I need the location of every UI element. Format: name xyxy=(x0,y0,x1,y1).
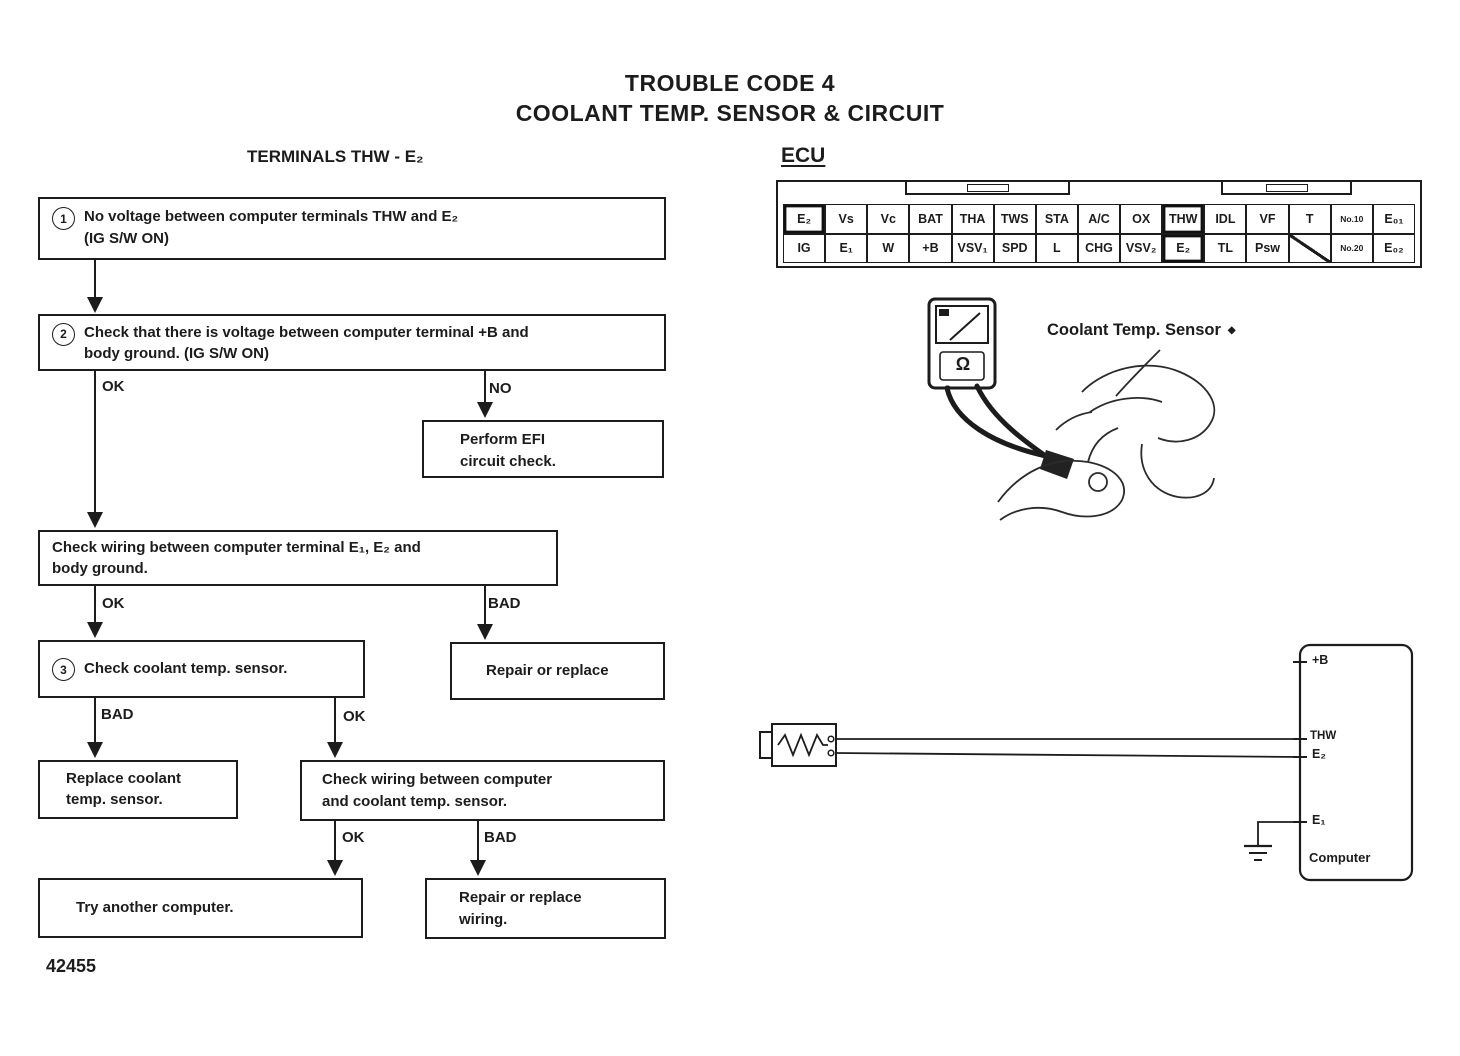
step1-number-badge: 1 xyxy=(52,207,75,230)
step2-number-badge: 2 xyxy=(52,323,75,346)
computer-terminal-thw: THW xyxy=(1310,730,1337,742)
branch-label-bad-2: BAD xyxy=(488,595,521,612)
ecu-terminal-0-4: THA xyxy=(952,204,994,234)
wiring1-line1: Check wiring between computer terminal E₁, E₂ and xyxy=(52,539,421,556)
ecu-terminal-1-11: Psw xyxy=(1246,234,1288,264)
ecu-connector-notch-1 xyxy=(967,184,1009,192)
ecu-connector-tab-2 xyxy=(1221,180,1352,195)
flowchart-header: TERMINALS THW - E₂ xyxy=(247,147,424,166)
ecu-terminal-0-7: A/C xyxy=(1078,204,1120,234)
ecu-terminal-1-2: W xyxy=(867,234,909,264)
ecu-terminal-0-12: T xyxy=(1289,204,1331,234)
branch-label-no-1: NO xyxy=(489,380,512,397)
ecu-terminal-0-11: VF xyxy=(1246,204,1288,234)
ecu-terminal-0-0: E₂ xyxy=(783,204,825,234)
wiring2-line2: and coolant temp. sensor. xyxy=(322,793,508,810)
flow-step3-box xyxy=(38,640,365,698)
computer-terminal-e1: E₁ xyxy=(1312,813,1326,827)
ecu-connector-tab-1 xyxy=(905,180,1070,195)
ecu-connector-frame xyxy=(776,180,1422,268)
step3-line1: Check coolant temp. sensor. xyxy=(84,660,288,677)
ecu-grid xyxy=(783,204,1415,263)
efi-line2: circuit check. xyxy=(460,453,556,470)
page-title-line1: TROUBLE CODE 4 xyxy=(624,70,836,96)
flow-try-computer-box xyxy=(38,878,363,938)
computer-terminal-b: +B xyxy=(1312,653,1329,667)
flow-step2-box xyxy=(38,314,666,371)
ecu-terminal-1-10: TL xyxy=(1204,234,1246,264)
step3-number-badge: 3 xyxy=(52,658,75,681)
replace-sensor-line1: Replace coolant xyxy=(66,770,182,787)
ecu-terminal-1-13: No.20 xyxy=(1331,234,1373,264)
wiring1-line2: body ground. xyxy=(52,560,148,577)
ecu-terminal-1-4: VSV₁ xyxy=(952,234,994,264)
wiring2-line1: Check wiring between computer xyxy=(322,771,553,788)
ohmmeter-illustration xyxy=(929,299,995,391)
efi-line1: Perform EFI xyxy=(460,431,546,448)
computer-box-label: Computer xyxy=(1309,850,1371,865)
computer-terminal-e2: E₂ xyxy=(1312,747,1326,761)
flow-efi-check-box xyxy=(422,420,664,478)
ecu-terminal-0-14: E₀₁ xyxy=(1373,204,1415,234)
ohm-symbol: Ω xyxy=(955,354,971,374)
ecu-terminal-1-1: E₁ xyxy=(825,234,867,264)
ecu-terminal-1-6: L xyxy=(1036,234,1078,264)
ecu-label: ECU xyxy=(781,144,826,167)
branch-label-ok-3: OK xyxy=(343,708,366,725)
branch-label-bad-4: BAD xyxy=(484,829,517,846)
ecu-terminal-0-13: No.10 xyxy=(1331,204,1373,234)
ecu-terminal-1-8: VSV₂ xyxy=(1120,234,1162,264)
page-title-line2: COOLANT TEMP. SENSOR & CIRCUIT xyxy=(515,100,945,126)
ecu-terminal-0-8: OX xyxy=(1120,204,1162,234)
flow-check-wiring-ground-box xyxy=(38,530,558,586)
branch-label-ok-2: OK xyxy=(102,595,125,612)
ecu-terminal-1-12 xyxy=(1289,234,1331,264)
replace-sensor-line2: temp. sensor. xyxy=(66,791,163,808)
ecu-terminal-1-3: +B xyxy=(909,234,951,264)
branch-label-ok-1: OK xyxy=(102,378,125,395)
circuit-diagram xyxy=(760,645,1412,880)
page-title xyxy=(0,68,1460,128)
ecu-terminal-0-10: IDL xyxy=(1204,204,1246,234)
ecu-terminal-0-5: TWS xyxy=(994,204,1036,234)
ecu-connector-notch-2 xyxy=(1266,184,1308,192)
step1-line1: No voltage between computer terminals THW and E₂ xyxy=(84,208,459,225)
ecu-terminal-1-14: E₀₂ xyxy=(1373,234,1415,264)
flow-replace-sensor-box xyxy=(38,760,238,819)
ecu-terminal-1-0: IG xyxy=(783,234,825,264)
flow-repair-replace-box xyxy=(450,642,665,700)
coolant-sensor-label xyxy=(1047,321,1236,340)
ecu-terminal-1-9: E₂ xyxy=(1162,234,1204,264)
repair-wiring-line1: Repair or replace xyxy=(459,889,582,906)
ohmmeter-leads xyxy=(947,386,1074,479)
ecu-terminal-0-6: STA xyxy=(1036,204,1078,234)
flow-step1-box xyxy=(38,197,666,260)
repair-wiring-line2: wiring. xyxy=(459,911,508,928)
step2-line2: body ground. (IG S/W ON) xyxy=(84,345,269,362)
ecu-terminal-0-3: BAT xyxy=(909,204,951,234)
repair1-line1: Repair or replace xyxy=(486,662,609,679)
diamond-marker-icon: ◆ xyxy=(1227,325,1236,336)
try-computer-line1: Try another computer. xyxy=(76,899,234,916)
flow-check-wiring-sensor-box xyxy=(300,760,665,821)
ecu-terminal-0-9: THW xyxy=(1162,204,1204,234)
step2-line1: Check that there is voltage between computer terminal +B and xyxy=(84,324,529,341)
ecu-terminal-0-1: Vs xyxy=(825,204,867,234)
branch-label-ok-4: OK xyxy=(342,829,365,846)
flow-repair-wiring-box xyxy=(425,878,666,939)
coolant-sensor-label-text: Coolant Temp. Sensor xyxy=(1047,321,1221,339)
sensor-illustration xyxy=(998,350,1214,520)
ecu-terminal-1-5: SPD xyxy=(994,234,1036,264)
branch-label-bad-3: BAD xyxy=(101,706,134,723)
ecu-terminal-1-7: CHG xyxy=(1078,234,1120,264)
ecu-terminal-0-2: Vc xyxy=(867,204,909,234)
step1-line2: (IG S/W ON) xyxy=(84,230,169,247)
figure-number: 42455 xyxy=(46,956,97,976)
